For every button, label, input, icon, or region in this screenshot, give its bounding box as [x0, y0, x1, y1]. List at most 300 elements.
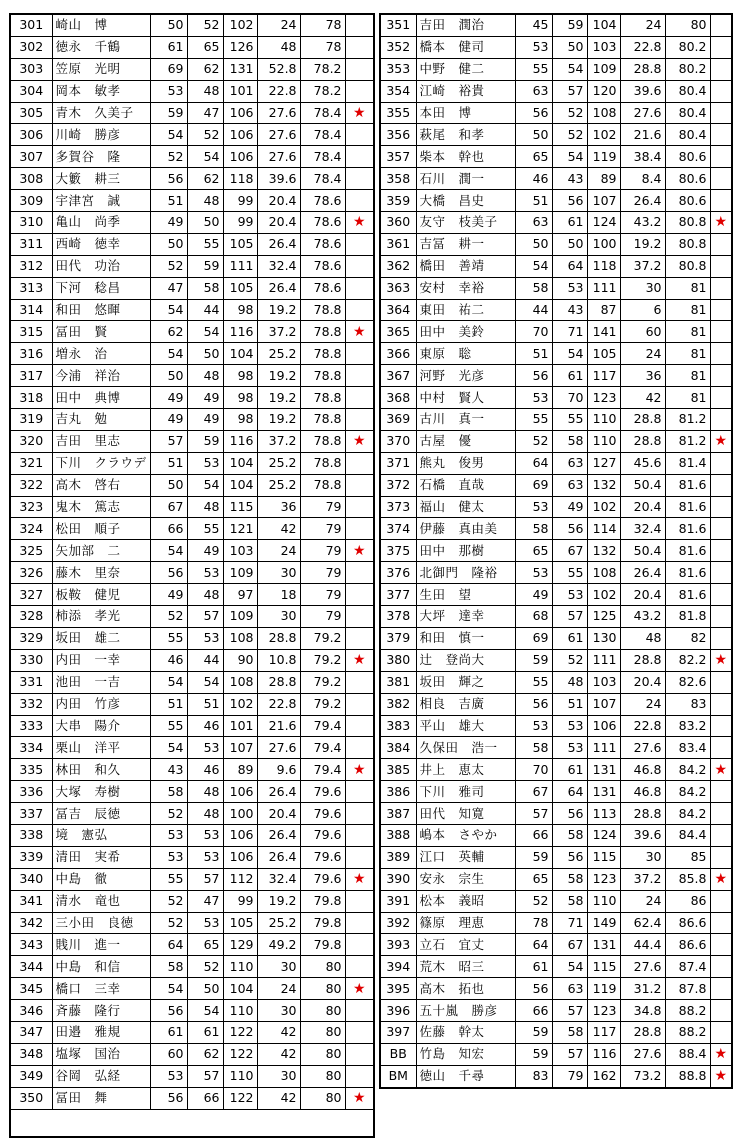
star-mark: [710, 343, 732, 365]
entry-number: 349: [10, 1065, 52, 1087]
final-score: 81.2: [665, 430, 710, 452]
score-b: 53: [187, 846, 223, 868]
player-name: 塩塚 国治: [52, 1043, 150, 1065]
table-row: [380, 584, 732, 606]
star-mark: [710, 14, 732, 36]
player-name: 友守 枝美子: [416, 212, 515, 234]
table-row: [380, 912, 732, 934]
table-row: [10, 387, 374, 409]
score-a: 67: [515, 781, 552, 803]
score-b: 64: [552, 255, 587, 277]
entry-number: 370: [380, 430, 416, 452]
table-row: [10, 233, 374, 255]
player-name: 板鞍 健児: [52, 584, 150, 606]
table-row: [380, 233, 732, 255]
score-total: 132: [587, 540, 620, 562]
score-a: 53: [150, 846, 187, 868]
score-a: 50: [515, 124, 552, 146]
player-name: 谷岡 弘経: [52, 1065, 150, 1087]
star-mark: [710, 36, 732, 58]
score-total: 131: [223, 58, 257, 80]
entry-number: 337: [10, 803, 52, 825]
score-a: 56: [515, 102, 552, 124]
score-total: 101: [223, 715, 257, 737]
entry-number: 342: [10, 912, 52, 934]
star-mark: ★: [345, 102, 374, 124]
score-total: 102: [587, 124, 620, 146]
score-b: 48: [187, 190, 223, 212]
points: 39.6: [620, 824, 665, 846]
table-row: [380, 496, 732, 518]
entry-number: 322: [10, 474, 52, 496]
table-row: [380, 146, 732, 168]
score-a: 45: [515, 14, 552, 36]
player-name: 斉藤 隆行: [52, 1000, 150, 1022]
score-total: 110: [587, 430, 620, 452]
entry-number: 330: [10, 649, 52, 671]
score-total: 104: [223, 978, 257, 1000]
table-row: [380, 58, 732, 80]
table-row: [380, 1021, 732, 1043]
entry-number: 357: [380, 146, 416, 168]
points: 20.4: [257, 803, 300, 825]
score-total: 111: [587, 737, 620, 759]
score-a: 64: [515, 452, 552, 474]
score-a: 54: [515, 255, 552, 277]
points: 20.4: [620, 584, 665, 606]
score-a: 43: [150, 759, 187, 781]
star-mark: ★: [345, 978, 374, 1000]
points: 37.2: [620, 255, 665, 277]
points: 19.2: [257, 299, 300, 321]
table-row: [10, 890, 374, 912]
player-name: 柴本 幹也: [416, 146, 515, 168]
entry-number: 328: [10, 606, 52, 628]
player-name: 福山 健太: [416, 496, 515, 518]
player-name: 田中 那樹: [416, 540, 515, 562]
score-b: 48: [187, 496, 223, 518]
points: 27.6: [620, 737, 665, 759]
score-a: 52: [150, 255, 187, 277]
entry-number: 361: [380, 233, 416, 255]
score-total: 106: [223, 124, 257, 146]
star-mark: ★: [345, 1087, 374, 1109]
star-mark: [345, 737, 374, 759]
entry-number: 360: [380, 212, 416, 234]
score-b: 61: [552, 759, 587, 781]
final-score: 80: [300, 956, 345, 978]
star-mark: ★: [345, 321, 374, 343]
table-row: [10, 1087, 374, 1109]
score-b: 50: [187, 343, 223, 365]
score-total: 107: [587, 190, 620, 212]
score-total: 98: [223, 387, 257, 409]
score-total: 113: [587, 803, 620, 825]
player-name: 賎川 進一: [52, 934, 150, 956]
score-total: 89: [587, 168, 620, 190]
score-total: 123: [587, 387, 620, 409]
entry-number: 365: [380, 321, 416, 343]
player-name: 五十嵐 勝彦: [416, 1000, 515, 1022]
score-a: 52: [150, 606, 187, 628]
player-name: 橋口 三幸: [52, 978, 150, 1000]
star-mark: [345, 627, 374, 649]
score-a: 56: [515, 693, 552, 715]
star-mark: ★: [345, 430, 374, 452]
score-b: 49: [552, 496, 587, 518]
table-row: [380, 606, 732, 628]
points: 73.2: [620, 1065, 665, 1087]
entry-number: 302: [10, 36, 52, 58]
score-total: 127: [587, 452, 620, 474]
score-b: 56: [552, 846, 587, 868]
points: 20.4: [620, 496, 665, 518]
score-b: 63: [552, 452, 587, 474]
points: 32.4: [257, 868, 300, 890]
score-b: 51: [187, 693, 223, 715]
final-score: 82.2: [665, 649, 710, 671]
score-total: 117: [587, 365, 620, 387]
player-name: 古川 真一: [416, 409, 515, 431]
final-score: 79: [300, 496, 345, 518]
entry-number: 396: [380, 1000, 416, 1022]
player-name: 嶋本 さやか: [416, 824, 515, 846]
table-row: [10, 824, 374, 846]
entry-number: 343: [10, 934, 52, 956]
score-a: 53: [515, 715, 552, 737]
entry-number: 397: [380, 1021, 416, 1043]
final-score: 79.2: [300, 649, 345, 671]
entry-number: 345: [10, 978, 52, 1000]
table-row: [380, 803, 732, 825]
score-a: 54: [150, 540, 187, 562]
player-name: 東田 祐二: [416, 299, 515, 321]
player-name: 岡本 敏孝: [52, 80, 150, 102]
player-name: 松本 義昭: [416, 890, 515, 912]
entry-number: 395: [380, 978, 416, 1000]
table-row: [10, 781, 374, 803]
score-a: 55: [150, 715, 187, 737]
table-row: [10, 1021, 374, 1043]
entry-number: 321: [10, 452, 52, 474]
points: 24: [257, 540, 300, 562]
table-row: [10, 1043, 374, 1065]
final-score: 81: [665, 343, 710, 365]
final-score: 78.6: [300, 277, 345, 299]
score-a: 64: [150, 934, 187, 956]
entry-number: 363: [380, 277, 416, 299]
entry-number: 378: [380, 606, 416, 628]
table-row: [380, 255, 732, 277]
table-row: [380, 562, 732, 584]
score-a: 50: [150, 233, 187, 255]
final-score: 80.8: [665, 233, 710, 255]
points: 43.2: [620, 212, 665, 234]
final-score: 78.6: [300, 212, 345, 234]
table-row: [380, 1043, 732, 1065]
score-a: 69: [150, 58, 187, 80]
score-a: 55: [515, 671, 552, 693]
final-score: 79.6: [300, 803, 345, 825]
score-b: 54: [552, 58, 587, 80]
star-mark: [710, 803, 732, 825]
entry-number: 313: [10, 277, 52, 299]
player-name: 坂田 雄二: [52, 627, 150, 649]
final-score: 78.4: [300, 146, 345, 168]
entry-number: 331: [10, 671, 52, 693]
score-total: 109: [587, 58, 620, 80]
score-b: 57: [187, 868, 223, 890]
table-row: [380, 321, 732, 343]
score-b: 52: [552, 124, 587, 146]
final-score: 78.8: [300, 430, 345, 452]
score-b: 67: [552, 934, 587, 956]
star-mark: [345, 715, 374, 737]
entry-number: 346: [10, 1000, 52, 1022]
score-total: 123: [587, 868, 620, 890]
table-row: [10, 102, 374, 124]
score-b: 79: [552, 1065, 587, 1087]
score-a: 58: [515, 737, 552, 759]
table-row: [10, 452, 374, 474]
points: 20.4: [257, 190, 300, 212]
player-name: 荒木 昭三: [416, 956, 515, 978]
score-a: 54: [150, 343, 187, 365]
final-score: 79: [300, 606, 345, 628]
score-total: 106: [223, 824, 257, 846]
final-score: 80: [300, 978, 345, 1000]
final-score: 78.4: [300, 102, 345, 124]
score-b: 52: [552, 649, 587, 671]
entry-number: 368: [380, 387, 416, 409]
star-mark: [345, 58, 374, 80]
points: 22.8: [257, 80, 300, 102]
score-b: 44: [187, 649, 223, 671]
score-total: 106: [223, 781, 257, 803]
score-total: 129: [223, 934, 257, 956]
score-a: 61: [515, 956, 552, 978]
player-name: 高木 拓也: [416, 978, 515, 1000]
score-total: 118: [223, 168, 257, 190]
final-score: 79.8: [300, 912, 345, 934]
star-mark: [345, 518, 374, 540]
table-row: [10, 693, 374, 715]
score-total: 104: [223, 452, 257, 474]
score-total: 111: [223, 255, 257, 277]
score-a: 52: [150, 890, 187, 912]
player-name: 松田 順子: [52, 518, 150, 540]
star-mark: [345, 671, 374, 693]
table-row: [380, 452, 732, 474]
star-mark: [710, 584, 732, 606]
final-score: 79.6: [300, 781, 345, 803]
score-b: 57: [552, 606, 587, 628]
score-a: 66: [515, 1000, 552, 1022]
blank-row: [10, 1109, 374, 1137]
final-score: 80.6: [665, 168, 710, 190]
score-b: 47: [187, 102, 223, 124]
points: 19.2: [257, 365, 300, 387]
player-name: 安村 幸裕: [416, 277, 515, 299]
star-mark: [710, 890, 732, 912]
score-total: 109: [223, 606, 257, 628]
final-score: 81: [665, 387, 710, 409]
entry-number: 372: [380, 474, 416, 496]
star-mark: [345, 409, 374, 431]
score-a: 65: [515, 146, 552, 168]
table-row: [10, 430, 374, 452]
final-score: 79: [300, 584, 345, 606]
score-a: 56: [515, 978, 552, 1000]
star-mark: ★: [345, 649, 374, 671]
star-mark: [345, 1021, 374, 1043]
score-b: 50: [552, 36, 587, 58]
score-a: 47: [150, 277, 187, 299]
player-name: 中村 賢人: [416, 387, 515, 409]
star-mark: [345, 1065, 374, 1087]
star-mark: [710, 255, 732, 277]
score-a: 51: [150, 693, 187, 715]
score-total: 141: [587, 321, 620, 343]
points: 24: [620, 890, 665, 912]
score-b: 65: [187, 36, 223, 58]
final-score: 80.4: [665, 80, 710, 102]
score-a: 46: [150, 649, 187, 671]
table-row: [380, 540, 732, 562]
table-row: [10, 1065, 374, 1087]
score-a: 50: [150, 14, 187, 36]
score-total: 103: [587, 36, 620, 58]
table-row: [380, 387, 732, 409]
score-a: 58: [150, 781, 187, 803]
points: 48: [257, 36, 300, 58]
player-name: 田中 美鈴: [416, 321, 515, 343]
points: 19.2: [257, 409, 300, 431]
score-a: 61: [150, 1021, 187, 1043]
star-mark: [345, 299, 374, 321]
table-row: [380, 190, 732, 212]
score-total: 162: [587, 1065, 620, 1087]
points: 28.8: [620, 803, 665, 825]
score-a: 53: [515, 496, 552, 518]
entry-number: 367: [380, 365, 416, 387]
star-mark: [345, 846, 374, 868]
final-score: 79.6: [300, 868, 345, 890]
points: 26.4: [257, 781, 300, 803]
final-score: 86: [665, 890, 710, 912]
player-name: 池田 一吉: [52, 671, 150, 693]
star-mark: [345, 956, 374, 978]
points: 26.4: [620, 562, 665, 584]
score-b: 52: [187, 14, 223, 36]
score-a: 51: [150, 190, 187, 212]
score-total: 103: [587, 671, 620, 693]
score-total: 102: [223, 14, 257, 36]
final-score: 85.8: [665, 868, 710, 890]
star-mark: ★: [345, 868, 374, 890]
score-a: 69: [515, 627, 552, 649]
entry-number: 389: [380, 846, 416, 868]
player-name: 江崎 裕貴: [416, 80, 515, 102]
player-name: 下川 雅司: [416, 781, 515, 803]
table-row: [10, 190, 374, 212]
table-row: [10, 58, 374, 80]
score-a: 53: [515, 387, 552, 409]
score-a: 59: [515, 846, 552, 868]
score-b: 59: [187, 255, 223, 277]
score-a: 49: [150, 584, 187, 606]
score-total: 104: [223, 474, 257, 496]
star-mark: [345, 233, 374, 255]
player-name: 大塚 寿樹: [52, 781, 150, 803]
player-name: 西崎 徳幸: [52, 233, 150, 255]
score-total: 110: [223, 1065, 257, 1087]
score-total: 119: [587, 978, 620, 1000]
score-b: 54: [187, 1000, 223, 1022]
score-total: 104: [587, 14, 620, 36]
score-b: 43: [552, 299, 587, 321]
score-b: 63: [552, 474, 587, 496]
table-row: [10, 649, 374, 671]
star-mark: [710, 518, 732, 540]
entry-number: 309: [10, 190, 52, 212]
score-total: 116: [223, 430, 257, 452]
score-b: 62: [187, 168, 223, 190]
star-mark: [710, 168, 732, 190]
entry-number: 392: [380, 912, 416, 934]
player-name: 坂田 輝之: [416, 671, 515, 693]
final-score: 86.6: [665, 912, 710, 934]
star-mark: [710, 737, 732, 759]
score-b: 64: [552, 781, 587, 803]
score-b: 48: [187, 80, 223, 102]
score-a: 59: [515, 1021, 552, 1043]
score-a: 56: [150, 1087, 187, 1109]
final-score: 78.8: [300, 299, 345, 321]
player-name: 清田 実希: [52, 846, 150, 868]
table-row: [380, 737, 732, 759]
score-b: 56: [552, 803, 587, 825]
table-row: [10, 737, 374, 759]
score-total: 105: [223, 233, 257, 255]
player-name: 宇津宮 誠: [52, 190, 150, 212]
entry-number: 323: [10, 496, 52, 518]
score-total: 131: [587, 781, 620, 803]
points: 37.2: [257, 321, 300, 343]
score-a: 53: [515, 562, 552, 584]
table-row: [380, 518, 732, 540]
score-a: 59: [515, 1043, 552, 1065]
entry-number: 390: [380, 868, 416, 890]
table-row: [380, 299, 732, 321]
entry-number: 355: [380, 102, 416, 124]
star-mark: [345, 124, 374, 146]
score-b: 53: [552, 737, 587, 759]
points: 30: [620, 277, 665, 299]
final-score: 80.2: [665, 36, 710, 58]
player-name: 平山 雄大: [416, 715, 515, 737]
table-row: [380, 956, 732, 978]
score-total: 125: [587, 606, 620, 628]
final-score: 80.8: [665, 212, 710, 234]
points: 60: [620, 321, 665, 343]
final-score: 79.8: [300, 890, 345, 912]
player-name: 田代 功治: [52, 255, 150, 277]
table-row: [10, 868, 374, 890]
score-b: 53: [187, 452, 223, 474]
score-a: 70: [515, 321, 552, 343]
star-mark: [710, 978, 732, 1000]
